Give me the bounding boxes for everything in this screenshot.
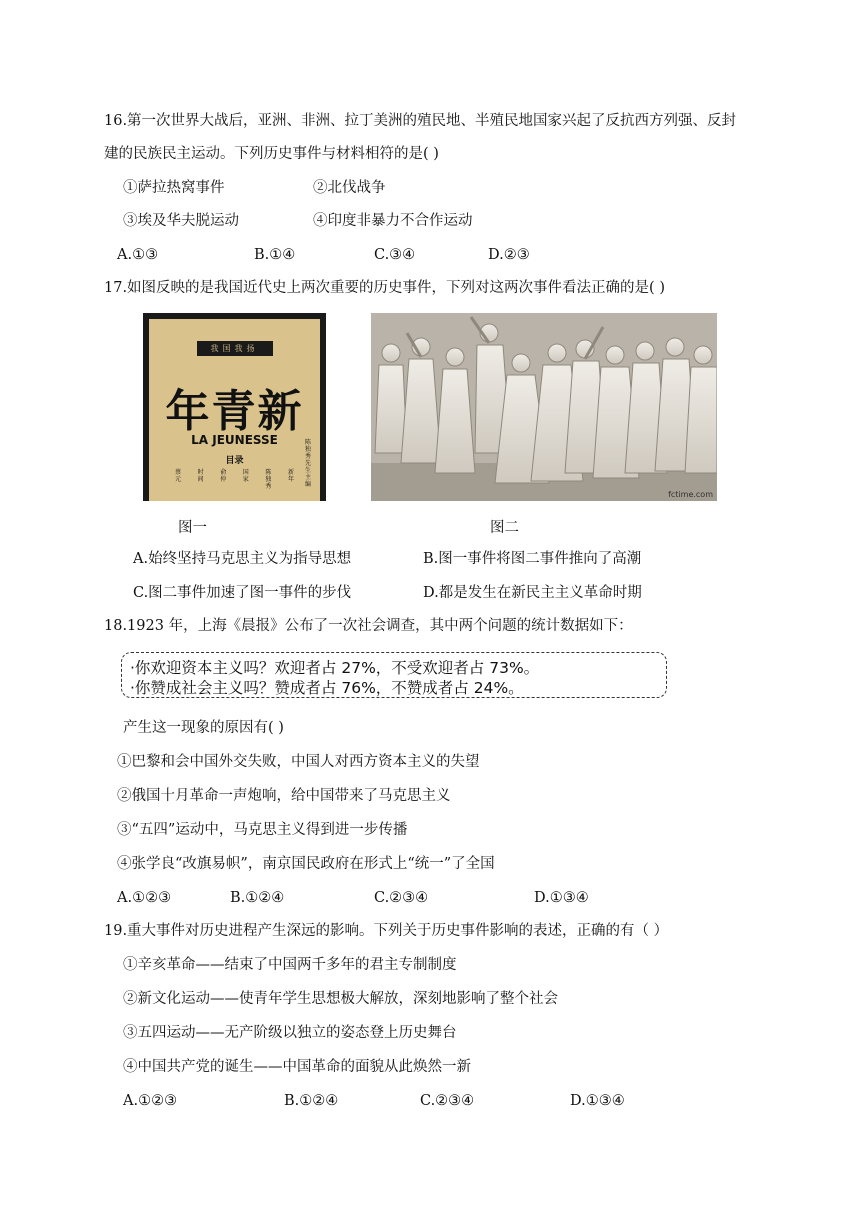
q17-option-a: A.始终坚持马克思主义为指导思想: [133, 551, 352, 567]
q16-item-2: ②北伐战争: [313, 180, 386, 196]
q17-option-c: C.图二事件加速了图一事件的步伐: [133, 585, 352, 601]
figure1-caption: 图一: [178, 520, 207, 536]
q16-item-3: ③埃及华夫脱运动: [123, 213, 239, 229]
cover-column: 国家: [242, 469, 249, 483]
figure1-magazine-cover: [143, 313, 326, 501]
relief-watermark: fctime.com: [668, 490, 713, 499]
cover-tag: 我国我扬: [197, 341, 273, 356]
q16-stem-line1: 16.第一次世界大战后，亚洲、非洲、拉丁美洲的殖民地、半殖民地国家兴起了反抗西方列强、反封: [104, 113, 737, 129]
q18-stem: 18.1923 年，上海《晨报》公布了一次社会调查，其中两个问题的统计数据如下：: [104, 618, 633, 634]
cover-contents-label: 目录: [225, 456, 244, 466]
q17-stem: 17.如图反映的是我国近代史上两次重要的历史事件，下列对这两次事件看法正确的是( ): [104, 280, 665, 296]
cover-editor-text: 陈独秀先生主编: [305, 439, 312, 488]
q17-option-d: D.都是发生在新民主主义革命时期: [423, 585, 642, 601]
cover-column: 新年: [287, 469, 294, 483]
q19-option-d: D.①③④: [570, 1093, 625, 1109]
q18-question: 产生这一现象的原因有( ): [123, 720, 284, 736]
q18-option-a: A.①②③: [117, 890, 172, 906]
figure2-relief-sculpture: [371, 313, 717, 501]
q19-item-2: ②新文化运动——使青年学生思想极大解放，深刻地影响了整个社会: [123, 991, 558, 1007]
q16-option-a: A.①③: [117, 247, 159, 263]
q17-option-b: B.图一事件将图二事件推向了高潮: [423, 551, 642, 567]
q18-survey-box: [121, 652, 667, 698]
cover-column: 俞仲: [220, 469, 227, 483]
q18-item-3: ③“五四”运动中，马克思主义得到进一步传播: [117, 822, 408, 838]
q19-option-a: A.①②③: [123, 1093, 178, 1109]
q16-item-4: ④印度非暴力不合作运动: [313, 213, 473, 229]
q18-item-4: ④张学良“改旗易帜”，南京国民政府在形式上“统一”了全国: [117, 856, 495, 872]
q16-item-1: ①萨拉热窝事件: [123, 180, 225, 196]
cover-column: 陈独秀: [265, 469, 272, 490]
cover-column: 蔡元: [175, 469, 182, 483]
cover-title: 年青新: [165, 386, 304, 437]
cover-subtitle: LA JEUNESSE: [191, 433, 278, 447]
q19-option-c: C.②③④: [420, 1093, 475, 1109]
survey-line-socialism: ·你赞成社会主义吗？赞成者占 76%，不赞成者占 24%。: [130, 679, 524, 697]
q18-option-d: D.①③④: [534, 890, 589, 906]
survey-line-capitalism: ·你欢迎资本主义吗？欢迎者占 27%，不受欢迎者占 73%。: [130, 659, 540, 677]
q18-item-1: ①巴黎和会中国外交失败，中国人对西方资本主义的失望: [117, 754, 480, 770]
figure2-caption: 图二: [490, 520, 519, 536]
q19-item-1: ①辛亥革命——结束了中国两千多年的君主专制制度: [123, 957, 457, 973]
q16-option-c: C.③④: [374, 247, 416, 263]
q16-option-d: D.②③: [488, 247, 530, 263]
q19-option-b: B.①②④: [284, 1093, 339, 1109]
q16-stem-line2: 建的民族民主运动。下列历史事件与材料相符的是( ): [104, 146, 439, 162]
q16-option-b: B.①④: [254, 247, 296, 263]
q19-item-3: ③五四运动——无产阶级以独立的姿态登上历史舞台: [123, 1025, 457, 1041]
cover-contents-columns: [175, 469, 294, 490]
q19-item-4: ④中国共产党的诞生——中国革命的面貌从此焕然一新: [123, 1059, 471, 1075]
q18-option-b: B.①②④: [230, 890, 285, 906]
q18-item-2: ②俄国十月革命一声炮响，给中国带来了马克思主义: [117, 788, 451, 804]
q18-option-c: C.②③④: [374, 890, 429, 906]
relief-figures-illustration: [371, 313, 717, 501]
q19-stem: 19.重大事件对历史进程产生深远的影响。下列关于历史事件影响的表述，正确的有（ ）: [104, 923, 669, 939]
cover-column: 时间: [197, 469, 204, 483]
